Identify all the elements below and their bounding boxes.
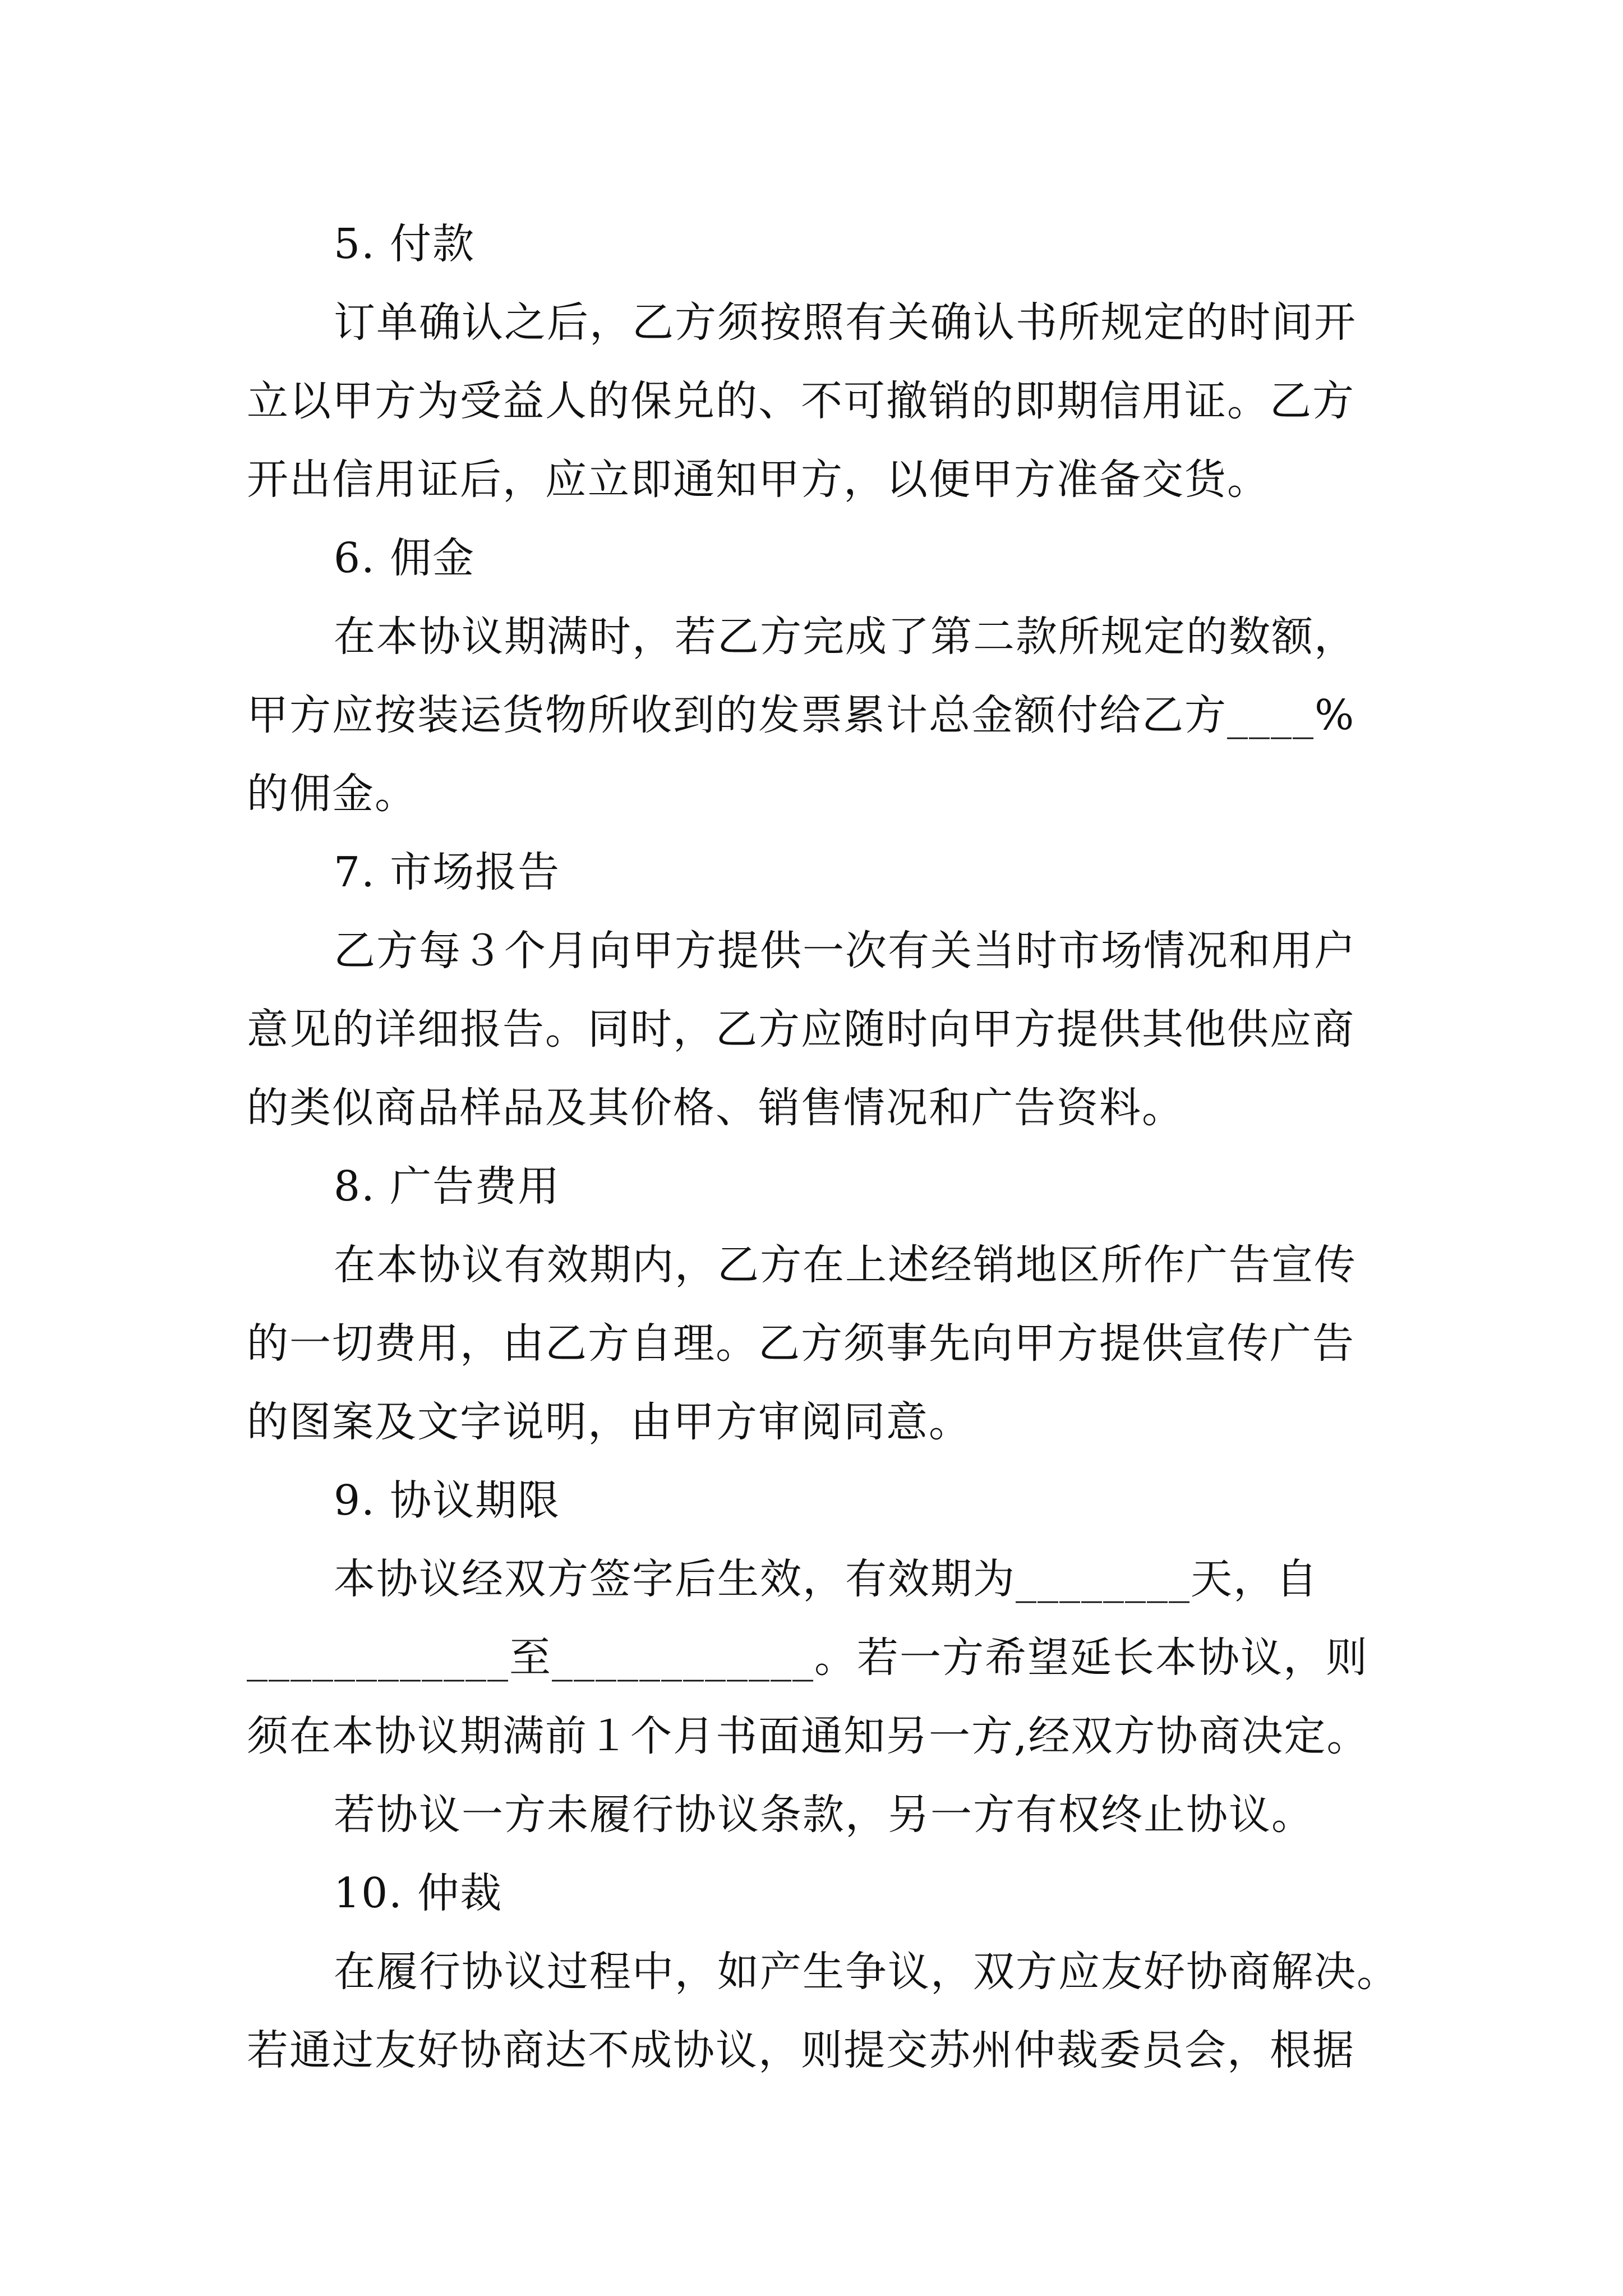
paragraph-line: 在履行协议过程中，如产生争议，双方应友好协商解决。 [334, 1948, 1399, 1996]
paragraph-line: 甲方应按装运货物所收到的发票累计总金额付给乙方____% [247, 691, 1355, 739]
paragraph-line: 乙方每３个月向甲方提供一次有关当时市场情况和用户 [334, 927, 1357, 975]
paragraph-line: 意见的详细报告。同时，乙方应随时向甲方提供其他供应商 [247, 1005, 1355, 1053]
paragraph-line: 本协议经双方签字后生效，有效期为________天，自 [334, 1555, 1318, 1603]
section-heading-agreement-term: 9. 协议期限 [334, 1476, 561, 1525]
paragraph-line: 的一切费用，由乙方自理。乙方须事先向甲方提供宣传广告 [247, 1319, 1355, 1368]
paragraph-line: 若通过友好协商达不成协议，则提交苏州仲裁委员会，根据 [247, 2026, 1355, 2074]
paragraph-line: 在本协议期满时，若乙方完成了第二款所规定的数额， [334, 613, 1357, 661]
paragraph-line: ____________至____________。若一方希望延长本协议，则 [247, 1634, 1368, 1682]
paragraph-line: 在本协议有效期内，乙方在上述经销地区所作广告宣传 [334, 1241, 1357, 1289]
paragraph-line: 开出信用证后，应立即通知甲方，以便甲方准备交货。 [247, 455, 1270, 504]
paragraph-line: 若协议一方未履行协议条款，另一方有权终止协议。 [334, 1791, 1314, 1839]
section-heading-arbitration: 10. 仲裁 [334, 1869, 503, 1917]
paragraph-line: 的佣金。 [247, 770, 417, 818]
section-heading-market-report: 7. 市场报告 [334, 848, 561, 896]
paragraph-line: 的图案及文字说明，由甲方审阅同意。 [247, 1398, 971, 1446]
section-heading-commission: 6. 佣金 [334, 534, 476, 582]
paragraph-line: 立以甲方为受益人的保兑的、不可撤销的即期信用证。乙方 [247, 377, 1355, 425]
section-heading-payment: 5. 付款 [334, 220, 476, 268]
paragraph-line: 的类似商品样品及其价格、销售情况和广告资料。 [247, 1084, 1184, 1132]
paragraph-line: 订单确认之后，乙方须按照有关确认书所规定的时间开 [334, 298, 1357, 347]
section-heading-advertising-costs: 8. 广告费用 [334, 1162, 561, 1211]
paragraph-line: 须在本协议期满前１个月书面通知另一方,经双方协商决定。 [247, 1712, 1370, 1760]
